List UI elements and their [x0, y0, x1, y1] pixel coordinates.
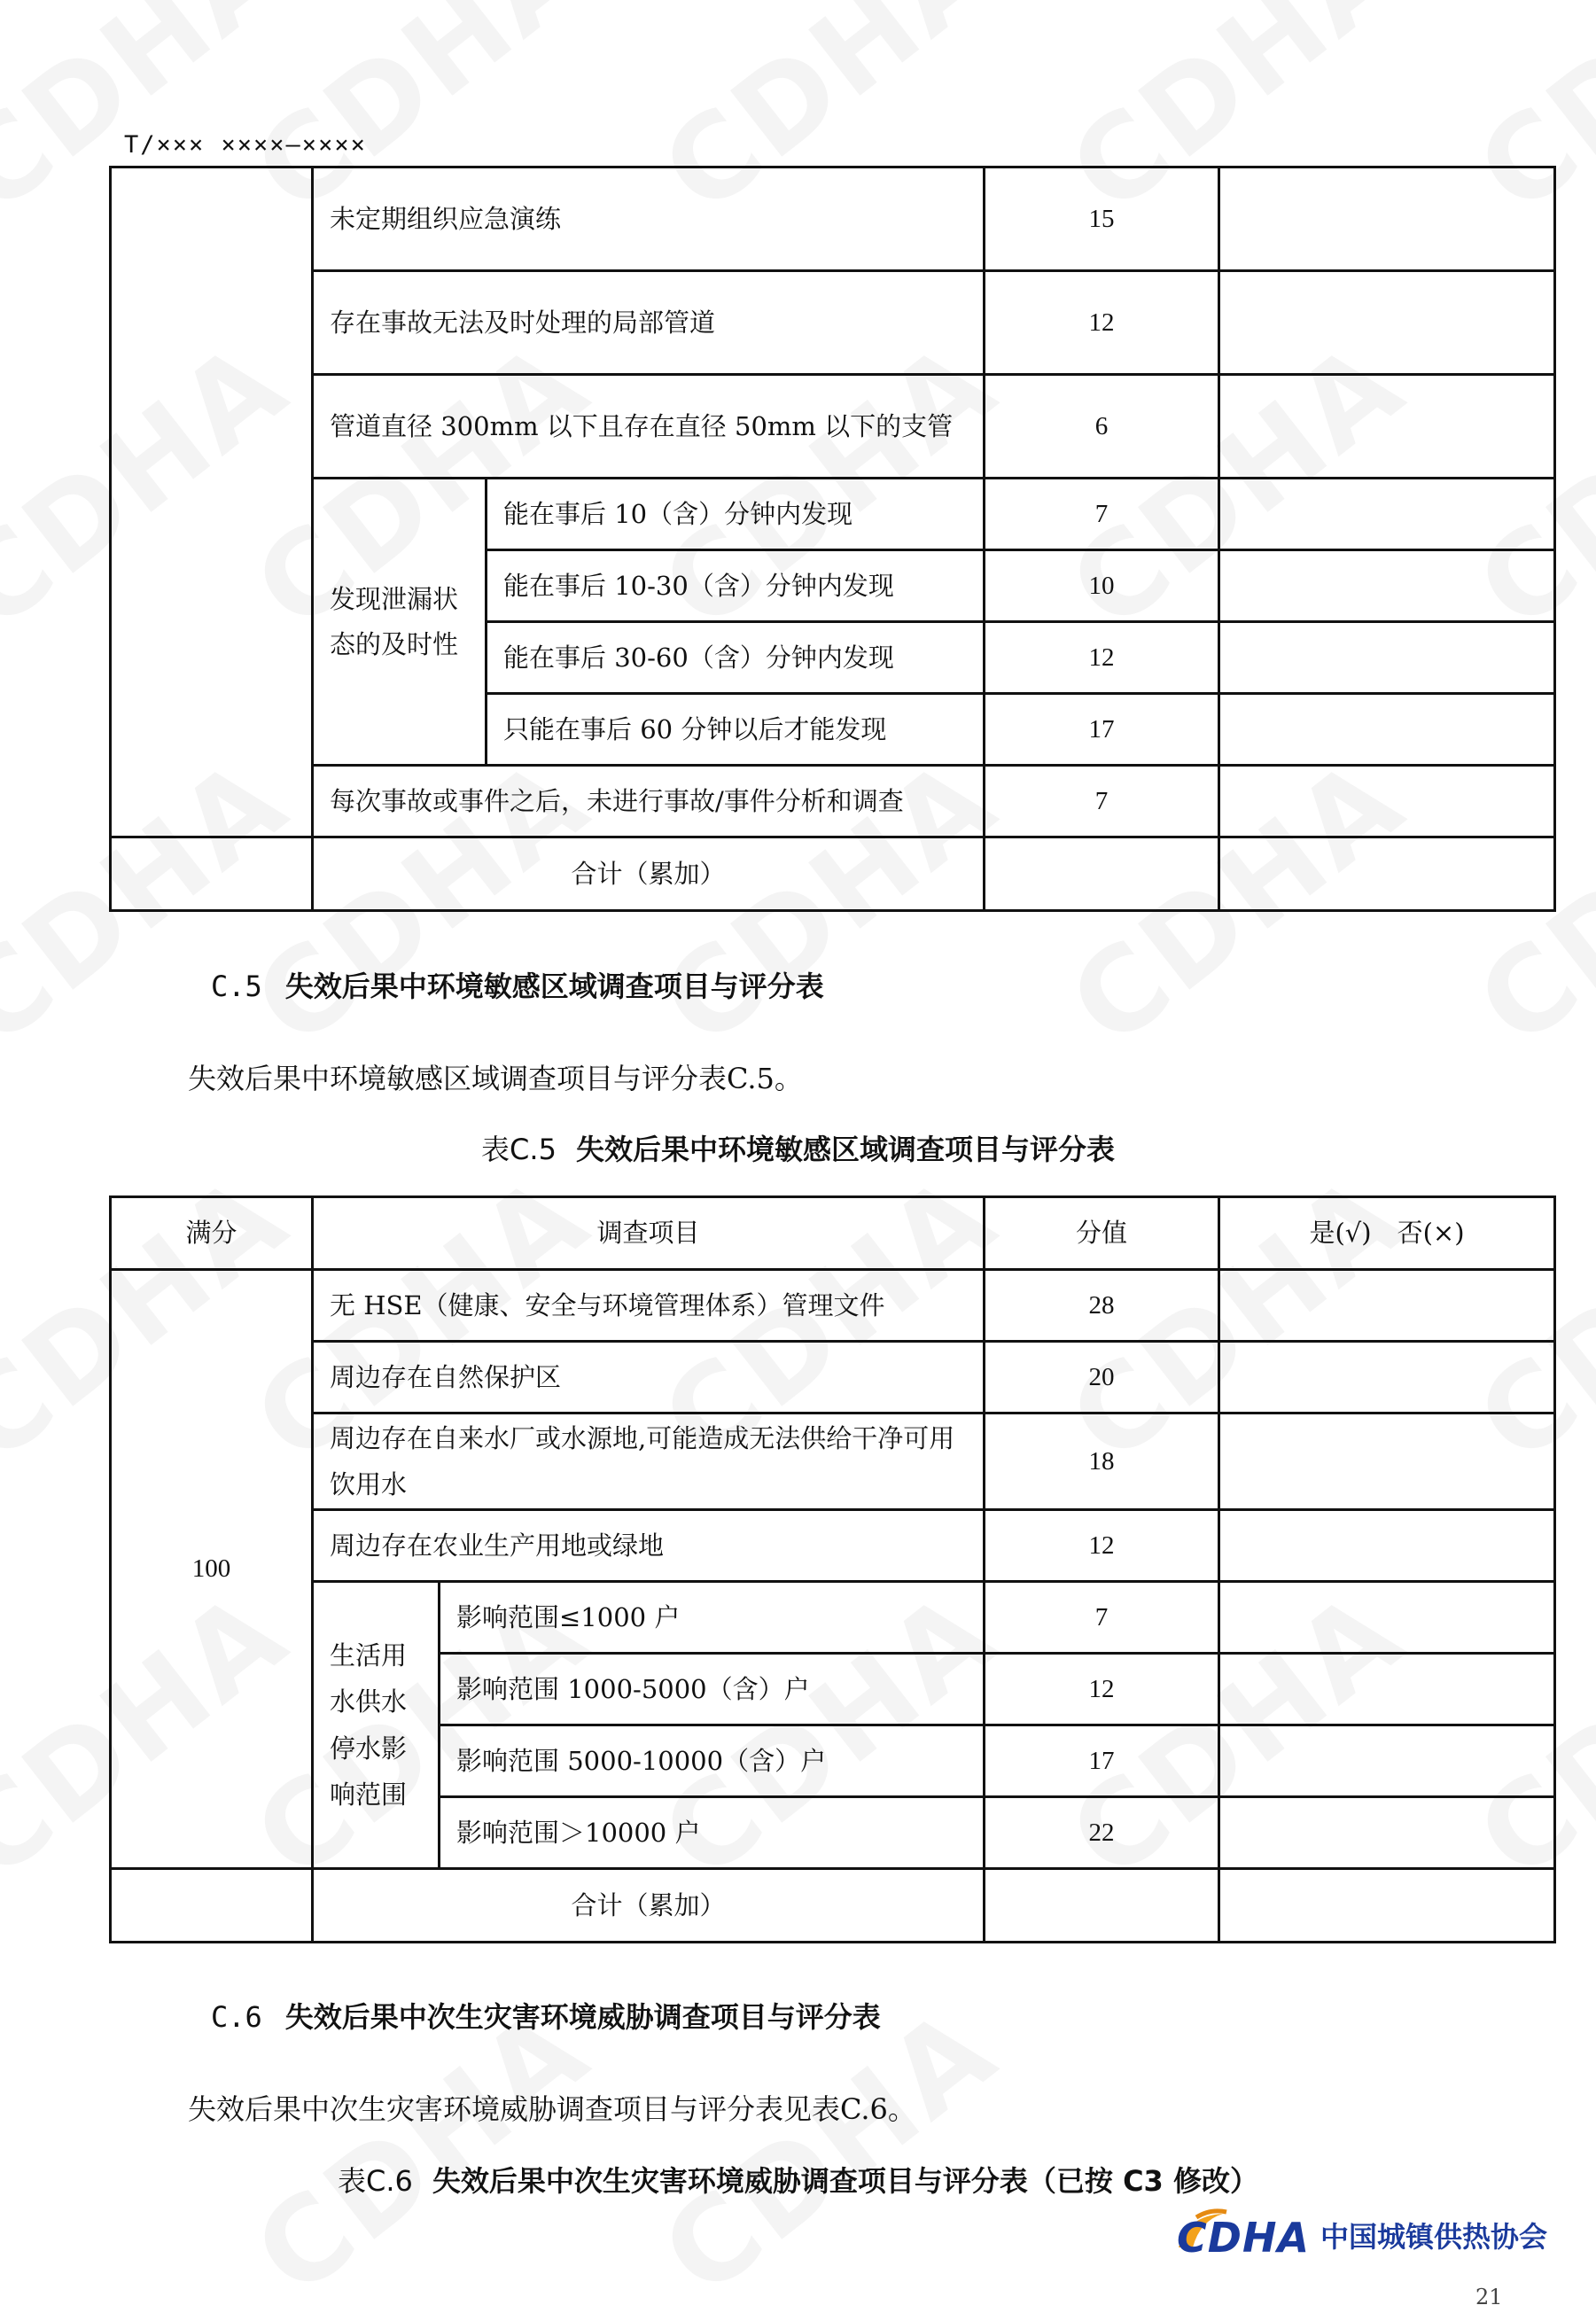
item-cell: 影响范围 1000-5000（含）户 [440, 1654, 985, 1725]
score-cell: 7 [985, 766, 1219, 837]
check-cell[interactable] [1219, 1582, 1555, 1654]
check-cell[interactable] [1219, 622, 1555, 694]
check-cell[interactable] [1219, 1725, 1555, 1797]
item-cell: 周边存在自来水厂或水源地,可能造成无法供给干净可用饮用水 [313, 1414, 985, 1510]
header-check: 是(√) 否(×) [1219, 1197, 1555, 1270]
item-cell: 管道直径 300mm 以下且存在直径 50mm 以下的支管 [313, 375, 985, 479]
item-cell: 能在事后 10（含）分钟内发现 [487, 479, 985, 550]
table-row [111, 766, 1555, 837]
item-cell: 每次事故或事件之后，未进行事故/事件分析和调查 [313, 766, 985, 837]
score-cell: 12 [985, 1654, 1219, 1725]
item-cell: 影响范围≤1000 户 [440, 1582, 985, 1654]
total-label: 合计（累加） [313, 837, 985, 911]
full-score-cell [111, 1869, 313, 1943]
check-cell[interactable] [1219, 1869, 1555, 1943]
score-cell: 17 [985, 694, 1219, 766]
table-total-row [111, 837, 1555, 911]
table-row [111, 1510, 1555, 1582]
item-cell: 存在事故无法及时处理的局部管道 [313, 271, 985, 375]
logo-mark [1161, 2208, 1312, 2262]
total-score-cell[interactable] [985, 837, 1219, 911]
section-title: 失效后果中次生灾害环境威胁调查项目与评分表 [284, 2000, 881, 2034]
score-cell: 20 [985, 1342, 1219, 1414]
full-score-cell [111, 167, 313, 837]
item-cell: 能在事后 30-60（含）分钟内发现 [487, 622, 985, 694]
table-header-row [111, 1197, 1555, 1270]
check-cell[interactable] [1219, 550, 1555, 622]
header-score: 分值 [985, 1197, 1219, 1270]
cdha-logo [1161, 2208, 1547, 2262]
score-cell: 15 [985, 167, 1219, 271]
table-c4-continued [109, 166, 1556, 912]
group-label-cell: 生活用水供水停水影响范围 [313, 1582, 440, 1869]
check-cell[interactable] [1219, 694, 1555, 766]
table-c5 [109, 1195, 1556, 1943]
check-cell[interactable] [1219, 167, 1555, 271]
score-cell: 7 [985, 1582, 1219, 1654]
score-cell: 28 [985, 1270, 1219, 1342]
check-cell[interactable] [1219, 1270, 1555, 1342]
caption-label: 表C.5 [481, 1133, 557, 1166]
header-item: 调查项目 [313, 1197, 985, 1270]
score-cell: 6 [985, 375, 1219, 479]
item-cell: 周边存在农业生产用地或绿地 [313, 1510, 985, 1582]
caption-title: 失效后果中环境敏感区域调查项目与评分表 [575, 1133, 1115, 1166]
check-cell[interactable] [1219, 1654, 1555, 1725]
score-cell: 7 [985, 479, 1219, 550]
item-cell: 能在事后 10-30（含）分钟内发现 [487, 550, 985, 622]
section-paragraph: 失效后果中次生灾害环境威胁调查项目与评分表见表C.6。 [188, 2092, 916, 2126]
table-row [111, 1582, 1555, 1654]
page-number: 21 [1475, 2285, 1503, 2309]
item-cell: 影响范围＞10000 户 [440, 1797, 985, 1869]
table-row [111, 1414, 1555, 1510]
score-cell: 12 [985, 622, 1219, 694]
section-title: 失效后果中环境敏感区域调查项目与评分表 [284, 970, 824, 1003]
check-cell[interactable] [1219, 1797, 1555, 1869]
section-number: C.6 [211, 2000, 262, 2034]
item-cell: 无 HSE（健康、安全与环境管理体系）管理文件 [313, 1270, 985, 1342]
header-full-score: 满分 [111, 1197, 313, 1270]
section-heading-c5 [211, 964, 824, 1005]
table-row [111, 479, 1555, 550]
full-score-cell: 100 [111, 1270, 313, 1869]
check-cell[interactable] [1219, 766, 1555, 837]
section-number: C.5 [211, 970, 262, 1003]
item-cell: 影响范围 5000-10000（含）户 [440, 1725, 985, 1797]
score-cell: 12 [985, 1510, 1219, 1582]
table-caption-c6 [0, 2159, 1596, 2200]
check-cell[interactable] [1219, 1414, 1555, 1510]
score-cell: 22 [985, 1797, 1219, 1869]
score-cell: 17 [985, 1725, 1219, 1797]
score-cell: 10 [985, 550, 1219, 622]
check-cell[interactable] [1219, 837, 1555, 911]
total-score-cell[interactable] [985, 1869, 1219, 1943]
check-cell[interactable] [1219, 1342, 1555, 1414]
check-cell[interactable] [1219, 271, 1555, 375]
table-row [111, 167, 1555, 271]
document-code: T/××× ××××—×××× [124, 131, 367, 159]
check-cell[interactable] [1219, 375, 1555, 479]
table-row [111, 271, 1555, 375]
table-total-row [111, 1869, 1555, 1943]
score-cell: 12 [985, 271, 1219, 375]
table-row [111, 1342, 1555, 1414]
table-row [111, 375, 1555, 479]
item-cell: 周边存在自然保护区 [313, 1342, 985, 1414]
check-cell[interactable] [1219, 1510, 1555, 1582]
full-score-cell [111, 837, 313, 911]
total-label: 合计（累加） [313, 1869, 985, 1943]
score-cell: 18 [985, 1414, 1219, 1510]
check-cell[interactable] [1219, 479, 1555, 550]
group-label-cell: 发现泄漏状态的及时性 [313, 479, 487, 766]
table-caption-c5 [0, 1127, 1596, 1168]
caption-title: 失效后果中次生灾害环境威胁调查项目与评分表（已按 C3 修改） [432, 2164, 1258, 2198]
item-cell: 未定期组织应急演练 [313, 167, 985, 271]
section-paragraph: 失效后果中环境敏感区域调查项目与评分表C.5。 [188, 1062, 803, 1095]
logo-text: CDHA [1177, 2214, 1311, 2262]
table-row [111, 1270, 1555, 1342]
caption-label: 表C.6 [338, 2164, 413, 2198]
item-cell: 只能在事后 60 分钟以后才能发现 [487, 694, 985, 766]
organization-name: 中国城镇供热协会 [1320, 2220, 1548, 2254]
section-heading-c6 [211, 1995, 881, 2036]
